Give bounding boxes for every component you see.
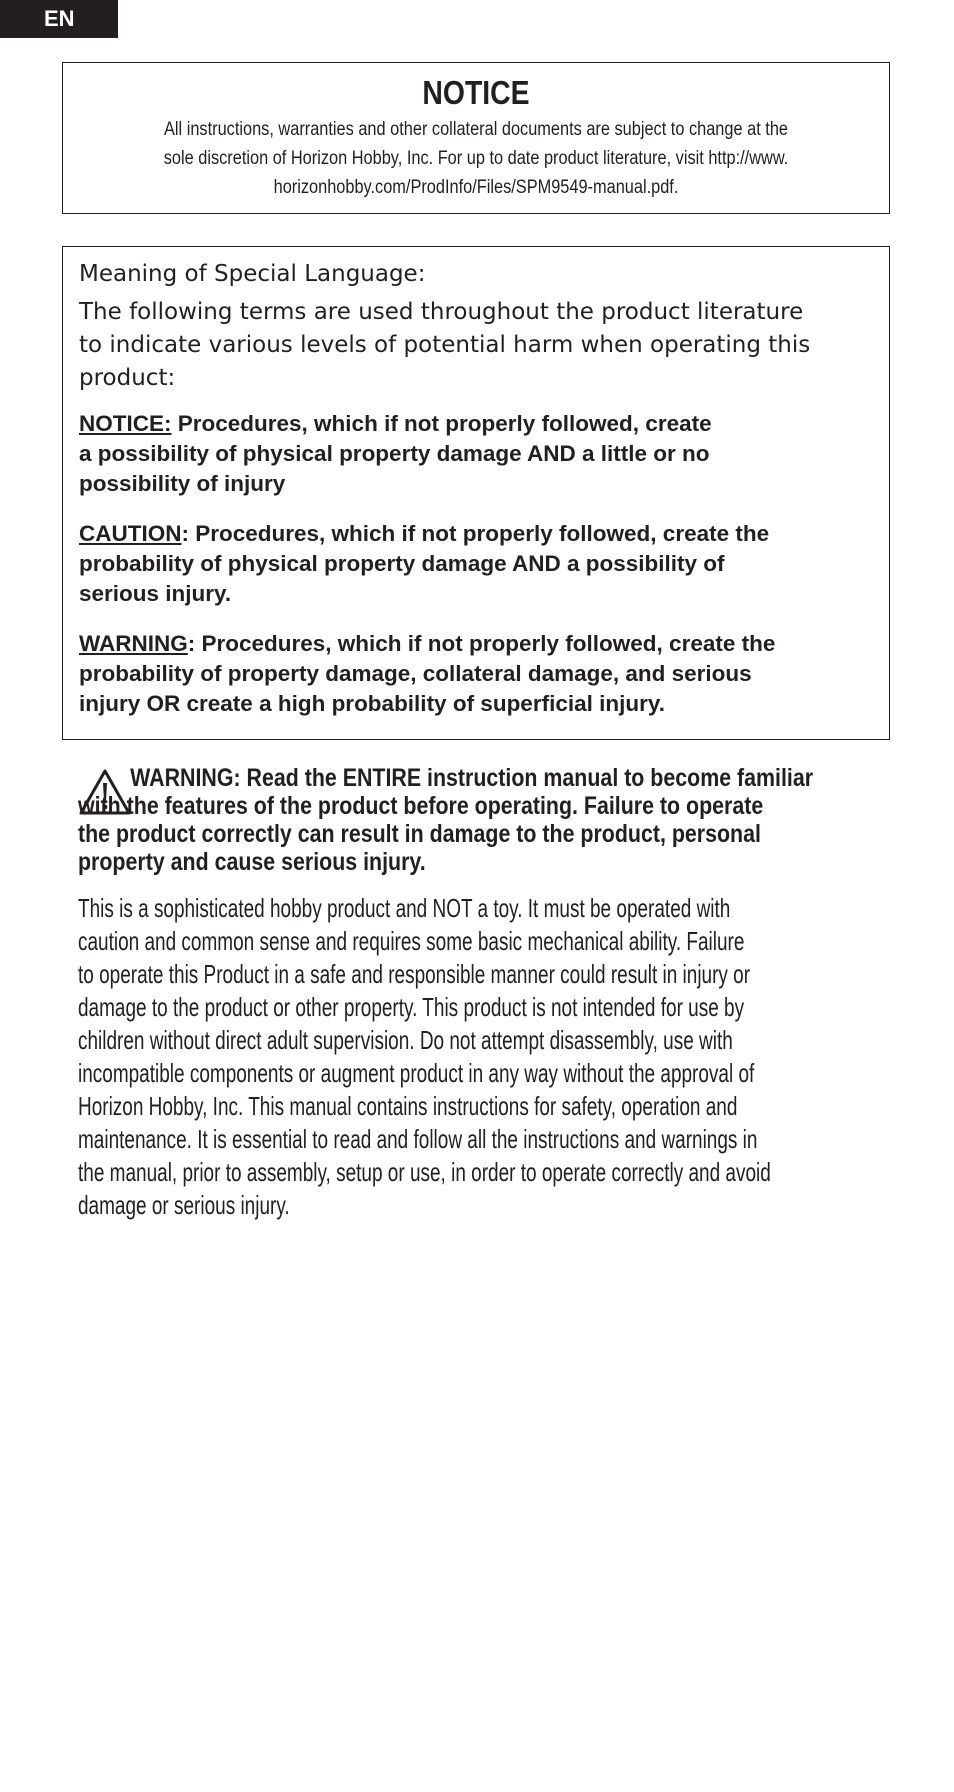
term-notice-text: Procedures, which if not properly followed, create a possibility of physical property damage AND a little or no possibility of injury	[79, 411, 712, 496]
term-caution-key: CAUTION	[79, 521, 182, 546]
term-notice-key: NOTICE:	[79, 411, 172, 436]
notice-body: All instructions, warranties and other collateral documents are subject to change at the sole discretion of Horizon Hobby, Inc. For up to date product literature, visit http://www. horizonhobby.com/ProdInfo/Files/SPM9549-manual.pdf.	[163, 119, 789, 198]
term-warning	[79, 629, 873, 719]
warning-block	[78, 764, 900, 876]
term-notice	[79, 409, 873, 499]
term-warning-key: WARNING	[79, 631, 188, 656]
term-caution-text: : Procedures, which if not properly followed, create the probability of physical property damage AND a possibility of serious injury.	[79, 521, 770, 606]
language-tab: EN	[0, 0, 118, 38]
term-caution	[79, 519, 873, 609]
notice-box	[62, 62, 890, 214]
term-warning-text: : Procedures, which if not properly followed, create the probability of property damage, collateral damage, and serious injury OR create a high probability of superficial injury.	[79, 631, 776, 716]
notice-title: NOTICE	[422, 74, 530, 111]
special-language-heading: Meaning of Special Language:	[79, 261, 426, 287]
special-language-box	[62, 246, 890, 740]
warning-text: WARNING: Read the ENTIRE instruction manual to become familiar with the features of the product before operating. Failure to operate the product correctly can result in damage to the product, personal property and cause serious injury.	[78, 764, 814, 876]
safety-body-text: This is a sophisticated hobby product and NOT a toy. It must be operated with caution and common sense and requires some basic mechanical ability. Failure to operate this Product in a safe and responsible manner could result in injury or damage to the product or other property. This product is not intended for use by children without direct adult supervision. Do not attempt disassembly, use with incompatible components or augment product in any way without the approval of Horizon Hobby, Inc. This manual contains instructions for safety, operation and maintenance. It is essential to read and follow all the instructions and warnings in the manual, prior to assembly, setup or use, in order to operate correctly and avoid damage or serious injury.	[78, 893, 771, 1220]
special-language-intro: The following terms are used throughout the product literature to indicate various levels of potential harm when operating this product:	[79, 299, 811, 391]
